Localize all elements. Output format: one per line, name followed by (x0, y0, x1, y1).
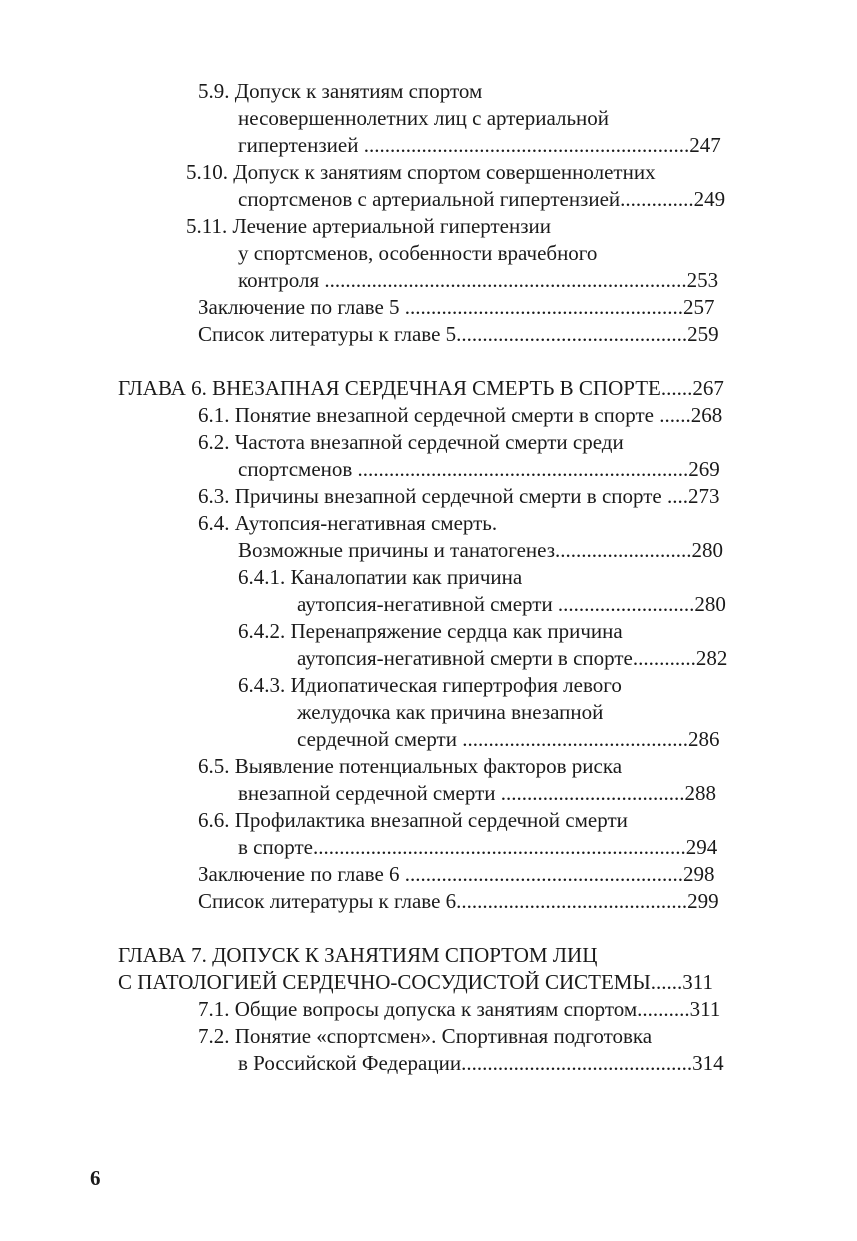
toc-line: в Российской Федерации............................................314 (238, 1051, 724, 1075)
toc-line: 6.2. Частота внезапной сердечной смерти среди (198, 430, 624, 454)
chapter-heading: ГЛАВА 7. ДОПУСК К ЗАНЯТИЯМ СПОРТОМ ЛИЦ (118, 943, 598, 967)
toc-line: сердечной смерти ...........................................286 (297, 727, 720, 751)
toc-line: в спорте.......................................................................294 (238, 835, 718, 859)
toc-line: 6.4.3. Идиопатическая гипертрофия левого (238, 673, 622, 697)
toc-line: Список литературы к главе 6............................................299 (198, 889, 719, 913)
toc-line: несовершеннолетних лиц с артериальной (238, 106, 610, 130)
toc-line: 6.1. Понятие внезапной сердечной смерти в спорте ......268 (198, 403, 723, 427)
toc-line: 5.10. Допуск к занятиям спортом совершеннолетних (186, 160, 656, 184)
toc-line: Список литературы к главе 5............................................259 (198, 322, 719, 346)
toc-line: спортсменов с артериальной гипертензией..............249 (238, 187, 726, 211)
toc-line: желудочка как причина внезапной (297, 700, 604, 724)
chapter-heading: С ПАТОЛОГИЕЙ СЕРДЕЧНО-СОСУДИСТОЙ СИСТЕМЫ......311 (118, 970, 714, 994)
toc-line: Заключение по главе 5 .....................................................257 (198, 295, 715, 319)
toc-line: 5.9. Допуск к занятиям спортом (198, 79, 483, 103)
toc-line: 6.6. Профилактика внезапной сердечной смерти (198, 808, 628, 832)
toc-line: 7.2. Понятие «спортсмен». Спортивная подготовка (198, 1024, 653, 1048)
toc-line: 6.3. Причины внезапной сердечной смерти в спорте ....273 (198, 484, 720, 508)
toc-line: спортсменов ...............................................................269 (238, 457, 720, 481)
toc-line: Возможные причины и танатогенез..........................280 (238, 538, 723, 562)
toc-line: 5.11. Лечение артериальной гипертензии (186, 214, 552, 238)
toc-line: аутопсия-негативной смерти ..........................280 (297, 592, 726, 616)
toc-line: 6.5. Выявление потенциальных факторов риска (198, 754, 623, 778)
toc-line: внезапной сердечной смерти ...................................288 (238, 781, 716, 805)
toc-line: 6.4. Аутопсия-негативная смерть. (198, 511, 498, 535)
toc-line: у спортсменов, особенности врачебного (238, 241, 598, 265)
toc-line: контроля .....................................................................253 (238, 268, 719, 292)
toc-line: 7.1. Общие вопросы допуска к занятиям спортом..........311 (198, 997, 721, 1021)
toc-line: аутопсия-негативной смерти в спорте............282 (297, 646, 728, 670)
toc-line: 6.4.1. Каналопатии как причина (238, 565, 523, 589)
page-number: 6 (90, 1166, 101, 1190)
toc-line: 6.4.2. Перенапряжение сердца как причина (238, 619, 623, 643)
toc-line: гипертензией ..............................................................247 (238, 133, 721, 157)
toc-line: Заключение по главе 6 .....................................................298 (198, 862, 715, 886)
chapter-heading: ГЛАВА 6. ВНЕЗАПНАЯ СЕРДЕЧНАЯ СМЕРТЬ В СПОРТЕ......267 (118, 376, 724, 400)
